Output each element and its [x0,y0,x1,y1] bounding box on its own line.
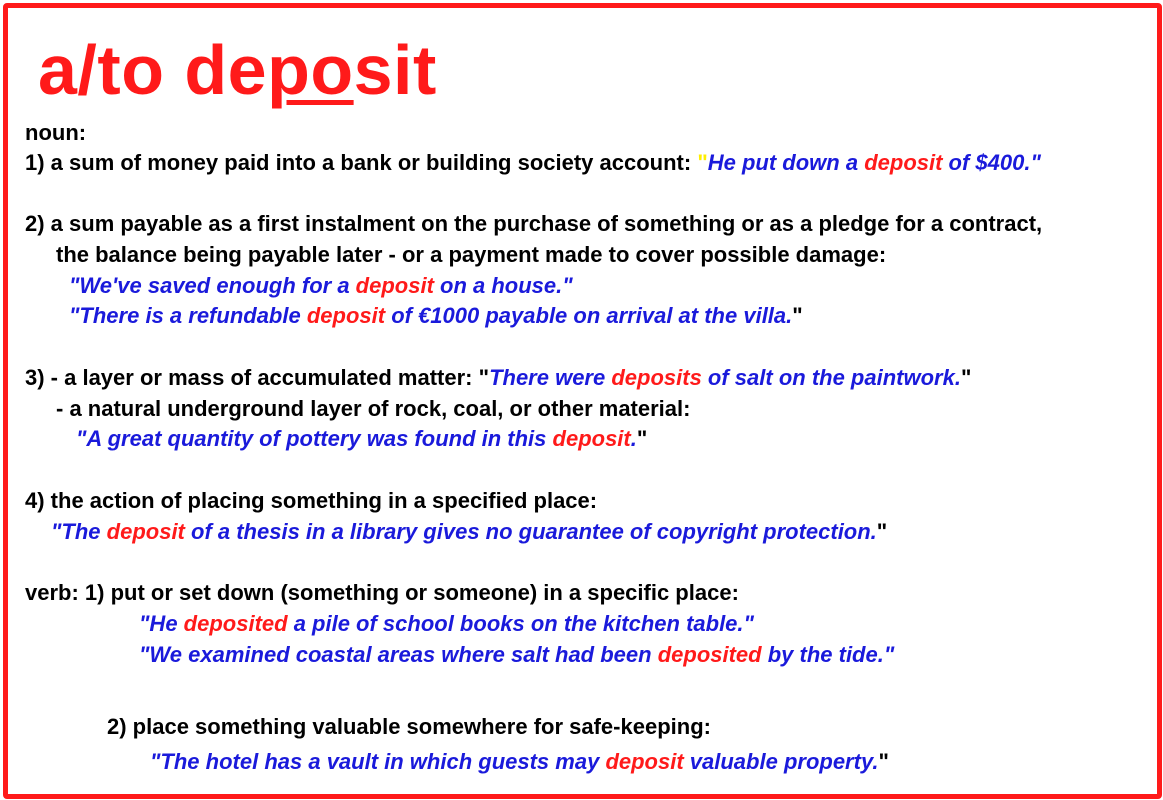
noun-def-4: 4) the action of placing something in a specified place: [25,488,598,513]
noun-def-2-line-2: the balance being payable later - or a payment made to cover possible damage: [56,242,887,267]
example-text: of a thesis in a library gives no guarantee of copyright protection. [184,519,877,544]
example-text: "We've saved enough for a [69,273,356,298]
title-part-3: sit [353,31,437,109]
noun-example-2b [69,301,803,331]
example-text: "The hotel has a vault in which guests may [150,749,606,774]
noun-def-3-text: 3) - a layer or mass of accumulated matter: [25,365,479,390]
noun-def-2-line-1: 2) a sum payable as a first instalment on the purchase of something or as a pledge for a contract, [25,211,1043,236]
keyword: deposit [605,749,684,774]
example-text: by the tide." [761,642,895,667]
title-underlined-syllable: po [267,31,354,109]
example-text: of €1000 payable on arrival at the villa. [385,303,793,328]
example-text: "We examined coastal areas where salt had been [139,642,658,667]
example-text: There were [489,365,612,390]
keyword: deposit [306,303,386,328]
noun-example-1 [708,150,1041,175]
example-text: a pile of school books on the kitchen table." [287,611,754,636]
keyword: deposit [106,519,185,544]
keyword: deposited [657,642,762,667]
noun-example-3a [489,365,961,390]
noun-example-3b [76,424,647,454]
quote-mark: " [878,749,889,774]
keyword: deposit [864,150,943,175]
page-title [38,22,437,118]
keyword: deposits [611,365,702,390]
noun-example-2a [69,271,573,301]
quote-mark: " [697,150,708,175]
noun-label: noun: [25,120,87,145]
example-text: valuable property. [683,749,879,774]
noun-def-1-text: 1) a sum of money paid into a bank or building society account: [25,150,698,175]
example-text: "There is a refundable [69,303,307,328]
verb-example-1b [139,640,894,670]
verb-example-2 [150,747,889,777]
keyword: deposit [552,426,631,451]
verb-def-1: verb: 1) put or set down (something or someone) in a specific place: [25,580,739,605]
quote-mark: " [792,303,803,328]
example-text: "The [51,519,107,544]
example-text: . [630,426,637,451]
verb-example-1a [139,609,754,639]
example-text: on a house." [433,273,573,298]
verb-def-2: 2) place something valuable somewhere for safe-keeping: [107,714,711,739]
noun-def-3b: - a natural underground layer of rock, coal, or other material: [56,396,691,421]
noun-def-1 [25,148,1041,178]
keyword: deposited [183,611,288,636]
example-text: He put down a [707,150,865,175]
title-part-1: a/to de [38,31,268,109]
example-text: of $400." [942,150,1041,175]
quote-mark: " [478,365,490,390]
noun-def-3 [25,363,971,393]
example-text: "He [139,611,184,636]
quote-mark: " [960,365,972,390]
example-text: of salt on the paintwork. [701,365,961,390]
page-frame [3,3,1162,799]
keyword: deposit [355,273,434,298]
noun-example-4 [51,517,887,547]
quote-mark: " [876,519,888,544]
quote-mark: " [636,426,648,451]
example-text: "A great quantity of pottery was found in this [76,426,553,451]
